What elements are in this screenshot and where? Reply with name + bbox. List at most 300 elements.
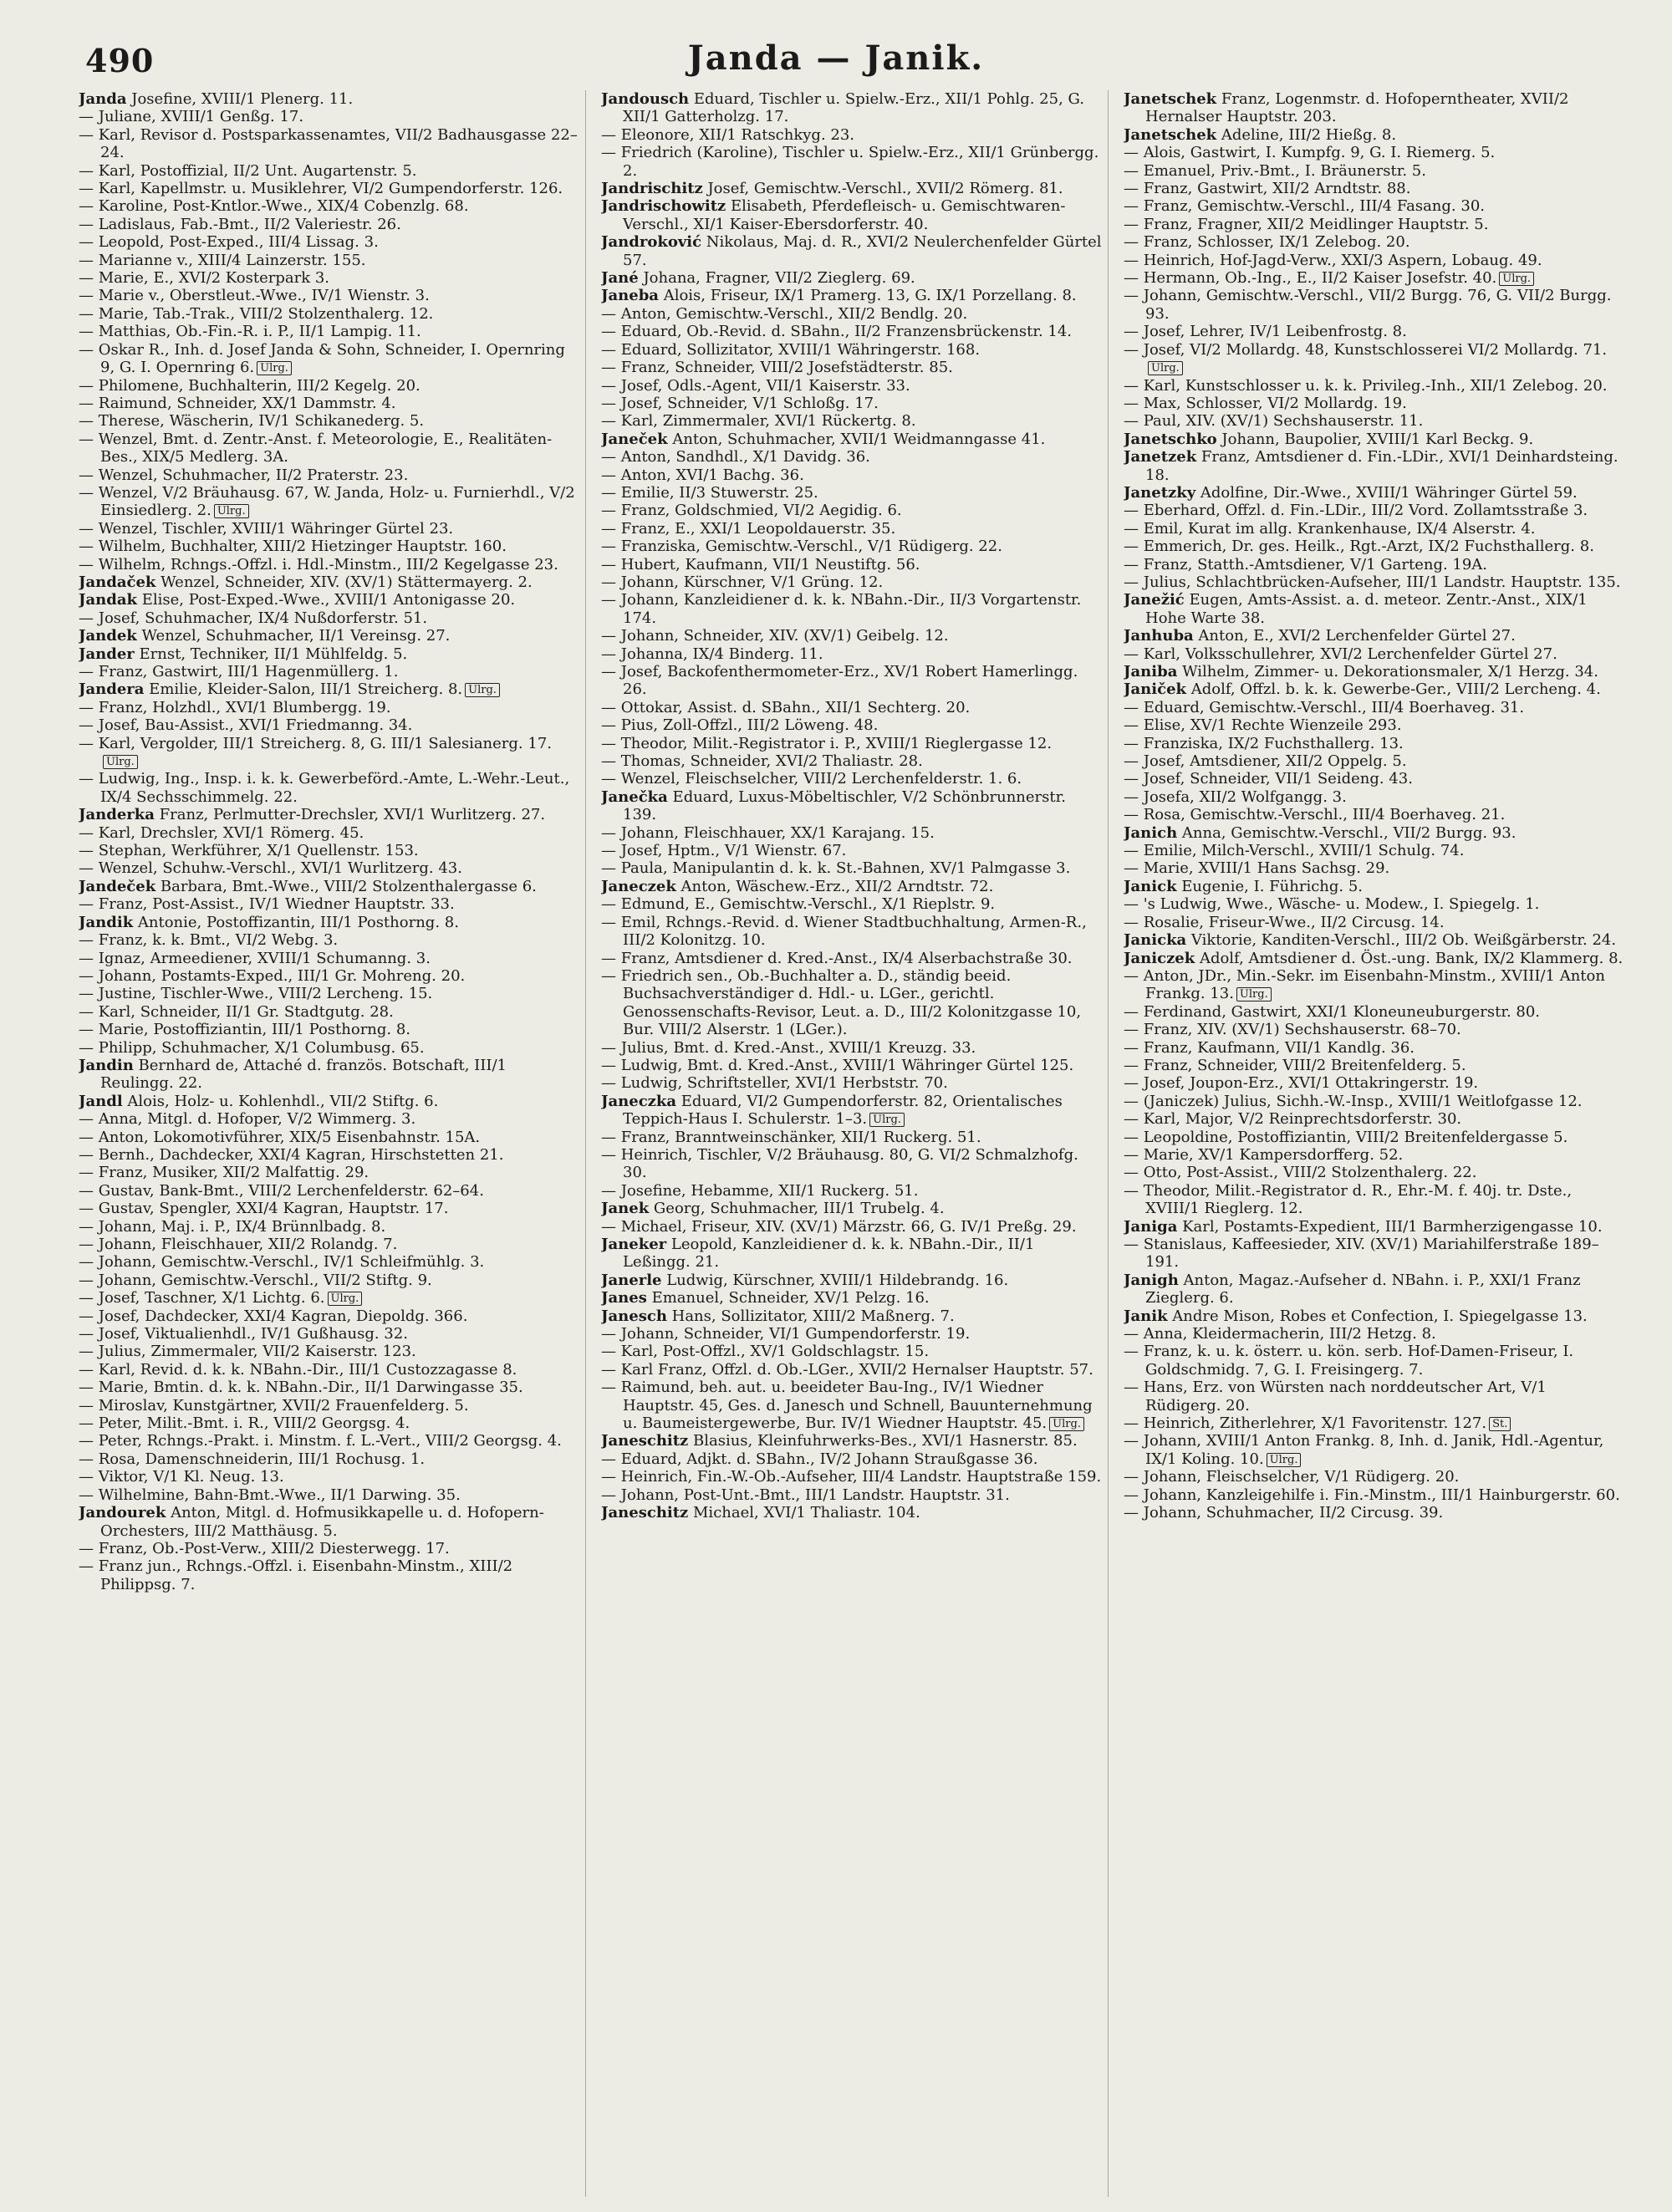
directory-entry <box>601 752 1103 770</box>
entry-text: — Marie, XVIII/1 Hans Sachsg. 29. <box>1124 859 1390 878</box>
entry-text: — Josef, Schneider, V/1 Schloßg. 17. <box>601 394 879 412</box>
directory-entry <box>601 90 1103 126</box>
entry-surname: Janežić <box>1124 591 1185 609</box>
directory-entry <box>79 1021 580 1038</box>
directory-entry <box>601 1236 1103 1272</box>
directory-entry <box>79 770 580 806</box>
directory-entry <box>79 699 580 716</box>
directory-entry <box>79 520 580 538</box>
entry-text: — Heinrich, Fin.-W.-Ob.-Aufseher, III/4 Landstr. Hauptstraße 159. <box>601 1468 1102 1486</box>
entry-text: — Marie, XV/1 Kampersdorfferg. 52. <box>1124 1145 1404 1164</box>
directory-entry <box>601 1182 1103 1200</box>
directory-entry <box>79 1057 580 1093</box>
entry-text: — Emanuel, Priv.-Bmt., I. Bräunerstr. 5. <box>1124 161 1426 180</box>
entry-surname: Janetschko <box>1124 430 1217 448</box>
entry-badge: Ulrg. <box>214 504 249 518</box>
directory-entry <box>601 180 1103 197</box>
directory-entry <box>1124 556 1625 573</box>
entry-text: — Franz, Gastwirt, XII/2 Arndtstr. 88. <box>1124 180 1411 198</box>
directory-entry <box>1124 645 1625 663</box>
entry-text: — Karoline, Post-Kntlor.-Wwe., XIX/4 Cobenzlg. 68. <box>79 197 469 216</box>
directory-entry <box>1124 735 1625 752</box>
directory-entry <box>601 573 1103 591</box>
entry-text: — Therese, Wäscherin, IV/1 Schikanederg. 5. <box>79 412 425 431</box>
entry-text: — Leopoldine, Postoffiziantin, VIII/2 Breitenfeldergasse 5. <box>1124 1128 1568 1146</box>
entry-text: — Stephan, Werkführer, X/1 Quellenstr. 153. <box>79 842 419 860</box>
entry-text: Adolf, Amtsdiener d. Öst.-ung. Bank, IX/2 Klammerg. 8. <box>1195 949 1624 967</box>
column-3 <box>1124 90 1630 2197</box>
directory-entry <box>79 180 580 197</box>
entry-text: — Matthias, Ob.-Fin.-R. i. P., II/1 Lampig. 11. <box>79 323 421 341</box>
directory-entry <box>1124 1432 1625 1468</box>
entry-text: — Franz, E., XXI/1 Leopoldauerstr. 35. <box>601 519 896 538</box>
directory-entry <box>79 985 580 1002</box>
entry-surname: Janiba <box>1124 663 1178 680</box>
entry-text: — Julius, Zimmermaler, VII/2 Kaiserstr. 123. <box>79 1343 416 1361</box>
directory-entry <box>601 770 1103 787</box>
entry-text: — Karl, Revid. d. k. k. NBahn.-Dir., III/1 Custozzagasse 8. <box>79 1360 517 1379</box>
entry-text: Alois, Holz- u. Kohlenhdl., VII/2 Stiftg. 6. <box>122 1092 439 1110</box>
entry-text: — Friedrich sen., Ob.-Buchhalter a. D., ständig beeid. Buchsachverständiger d. Hdl.- u. LGer., gerichtl. Genossenschafts-Revisor, Leut. a. D., III/2 Kolonitzgasse 10, Bur. VIII/2 Alserstr. 1 (LGer.). <box>601 966 1082 1039</box>
entry-text: — Juliane, XVIII/1 Genßg. 17. <box>79 108 304 126</box>
entry-text: — Anton, XVI/1 Bachg. 36. <box>601 466 804 484</box>
entry-surname: Jandourek <box>79 1504 166 1522</box>
directory-entry <box>601 538 1103 555</box>
entry-text: — Josef, Amtsdiener, XII/2 Oppelg. 5. <box>1124 752 1407 771</box>
entry-surname: Jandrischitz <box>601 180 703 198</box>
entry-text: — Franz, Holzhdl., XVI/1 Blumbergg. 19. <box>79 698 391 716</box>
entry-text: — Johann, Schuhmacher, II/2 Circusg. 39. <box>1124 1504 1444 1522</box>
entry-text: — Karl, Post-Offzl., XV/1 Goldschlagstr. 15. <box>601 1343 930 1361</box>
entry-text: Bernhard de, Attaché d. französ. Botschaft, III/1 Reulingg. 22. <box>100 1056 507 1093</box>
entry-text: — Leopold, Post-Exped., III/4 Lissag. 3. <box>79 233 379 252</box>
entry-text: Leopold, Kanzleidiener d. k. k. NBahn.-Dir., II/1 Leßingg. 21. <box>623 1236 1035 1272</box>
entry-text: — Johann, Fleischselcher, V/1 Rüdigerg. 20. <box>1124 1468 1460 1486</box>
directory-entry <box>601 735 1103 752</box>
entry-text: — Wilhelm, Rchngs.-Offzl. i. Hdl.-Minstm., III/2 Kegelgasse 23. <box>79 555 558 573</box>
entry-surname: Janeba <box>601 287 659 305</box>
entry-text: — Eberhard, Offzl. d. Fin.-LDir., III/2 Vord. Zollamtsstraße 3. <box>1124 502 1588 520</box>
directory-entry <box>1124 914 1625 931</box>
directory-entry <box>1124 752 1625 770</box>
entry-text: — Gustav, Spengler, XXI/4 Kagran, Hauptstr. 17. <box>79 1200 449 1218</box>
entry-text: — Josefine, Hebamme, XII/1 Ruckerg. 51. <box>601 1181 919 1200</box>
directory-entry <box>79 1003 580 1021</box>
directory-entry <box>79 341 580 377</box>
directory-entry <box>1124 395 1625 412</box>
directory-entry <box>601 663 1103 699</box>
directory-entry <box>1124 252 1625 269</box>
entry-surname: Janda <box>79 90 127 108</box>
entry-text: — Bernh., Dachdecker, XXI/4 Kagran, Hirschstetten 21. <box>79 1145 504 1164</box>
entry-text: — Julius, Schlachtbrücken-Aufseher, III/1 Landstr. Hauptstr. 135. <box>1124 573 1621 591</box>
entry-text: — Karl, Schneider, II/1 Gr. Stadtgutg. 28. <box>79 1002 394 1021</box>
entry-text: — Thomas, Schneider, XVI/2 Thaliastr. 28. <box>601 752 923 771</box>
entry-surname: Janiczek <box>1124 949 1195 967</box>
directory-entry <box>601 305 1103 323</box>
directory-entry <box>79 162 580 180</box>
directory-entry <box>79 1557 580 1593</box>
directory-entry <box>1124 824 1625 842</box>
directory-entry <box>601 591 1103 627</box>
entry-surname: Janetzek <box>1124 448 1197 466</box>
directory-entry <box>1124 1146 1625 1164</box>
directory-entry <box>601 967 1103 1039</box>
directory-entry <box>601 842 1103 859</box>
entry-text: — Karl, Kunstschlosser u. k. k. Privileg.-Inh., XII/1 Zelebog. 20. <box>1124 376 1608 395</box>
directory-entry <box>601 126 1103 144</box>
directory-entry <box>1124 1504 1625 1521</box>
entry-text: — Franziska, IX/2 Fuchsthallerg. 13. <box>1124 734 1404 752</box>
directory-entry <box>79 108 580 125</box>
directory-entry <box>1124 377 1625 395</box>
directory-entry <box>601 895 1103 913</box>
entry-text: Wilhelm, Zimmer- u. Dekorationsmaler, X/1 Herzg. 34. <box>1177 663 1598 680</box>
entry-text: — Franz, Musiker, XII/2 Malfattig. 29. <box>79 1164 370 1182</box>
directory-entry <box>1124 1164 1625 1181</box>
directory-entry <box>601 1432 1103 1450</box>
directory-entry <box>1124 716 1625 734</box>
entry-text: — Rosalie, Friseur-Wwe., II/2 Circusg. 14. <box>1124 913 1445 931</box>
entry-text: — Franz jun., Rchngs.-Offzl. i. Eisenbahn-Minstm., XIII/2 Philippsg. 7. <box>79 1557 513 1593</box>
entry-text: Franz, Perlmutter-Drechsler, XVI/1 Wurlitzerg. 27. <box>154 806 546 824</box>
entry-text: — Josef, Dachdecker, XXI/4 Kagran, Diepoldg. 366. <box>79 1307 468 1325</box>
directory-entry <box>1124 341 1625 377</box>
entry-surname: Janes <box>601 1289 647 1307</box>
directory-entry <box>79 1504 580 1540</box>
column-1 <box>79 90 586 2197</box>
entry-surname: Jandl <box>79 1092 123 1110</box>
directory-entry <box>1124 431 1625 448</box>
entry-text: Adolf, Offzl. b. k. k. Gewerbe-Ger., VIII/2 Lercheng. 4. <box>1186 680 1601 699</box>
entry-text: — Josef, Taschner, X/1 Lichtg. 6. <box>79 1289 325 1307</box>
entry-text: Ernst, Techniker, II/1 Mühlfeldg. 5. <box>134 645 408 663</box>
directory-entry <box>601 699 1103 716</box>
entry-text: — Johann, Schneider, XIV. (XV/1) Geibelg. 12. <box>601 627 949 645</box>
directory-entry <box>79 1164 580 1181</box>
directory-entry <box>1124 197 1625 215</box>
directory-entry <box>79 1039 580 1057</box>
directory-entry <box>601 716 1103 734</box>
directory-entry <box>601 502 1103 519</box>
entry-text: — Emilie, Milch-Verschl., XVIII/1 Schulg. 74. <box>1124 842 1465 860</box>
directory-entry <box>79 538 580 555</box>
directory-entry <box>79 377 580 395</box>
entry-surname: Jandaček <box>79 573 156 591</box>
directory-entry <box>1124 878 1625 895</box>
entry-text: Adolfine, Dir.-Wwe., XVIII/1 Währinger Gürtel 59. <box>1195 483 1578 502</box>
entry-text: Viktorie, Kanditen-Verschl., III/2 Ob. Weißgärberstr. 24. <box>1186 931 1617 950</box>
entry-text: — Karl, Postoffizial, II/2 Unt. Augartenstr. 5. <box>79 161 417 180</box>
entry-surname: Janich <box>1124 823 1178 842</box>
directory-entry <box>1124 538 1625 555</box>
entry-text: — Emil, Kurat im allg. Krankenhause, IX/4 Alserstr. 4. <box>1124 519 1536 538</box>
entry-text: — Hans, Erz. von Würsten nach norddeutscher Art, V/1 Rüdigerg. 20. <box>1124 1379 1547 1414</box>
entry-text: Nikolaus, Maj. d. R., XVI/2 Neulerchenfelder Gürtel 57. <box>623 233 1102 269</box>
directory-entry <box>601 377 1103 395</box>
entry-text: Barbara, Bmt.-Wwe., VIII/2 Stolzenthalergasse 6. <box>155 877 537 895</box>
entry-surname: Janik <box>1124 1307 1168 1325</box>
directory-entry <box>601 233 1103 269</box>
entry-surname: Janicka <box>1124 931 1187 950</box>
entry-text: — Ottokar, Assist. d. SBahn., XII/1 Sechterg. 20. <box>601 698 971 716</box>
directory-entry <box>1124 90 1625 126</box>
entry-text: — Gustav, Bank-Bmt., VIII/2 Lerchenfelderstr. 62–64. <box>79 1181 484 1200</box>
directory-entry <box>79 323 580 340</box>
directory-entry <box>601 1450 1103 1468</box>
entry-text: Elise, Post-Exped.-Wwe., XVIII/1 Antonigasse 20. <box>137 591 516 609</box>
entry-surname: Jandousch <box>601 90 690 108</box>
directory-entry <box>601 1093 1103 1129</box>
entry-text: — Marianne v., XIII/4 Lainzerstr. 155. <box>79 251 366 269</box>
directory-entry <box>79 216 580 233</box>
directory-entry <box>1124 412 1625 430</box>
directory-entry <box>601 878 1103 895</box>
entry-text: — Johann, Schneider, VI/1 Gumpendorferstr. 19. <box>601 1325 971 1343</box>
entry-text: — Wenzel, Fleischselcher, VIII/2 Lerchenfelderstr. 1. 6. <box>601 770 1022 788</box>
directory-entry <box>601 556 1103 573</box>
directory-entry <box>79 197 580 215</box>
entry-text: — Karl Franz, Offzl. d. Ob.-LGer., XVII/2 Hernalser Hauptstr. 57. <box>601 1360 1093 1379</box>
directory-entry <box>79 806 580 823</box>
entry-text: Anton, Schuhmacher, XVII/1 Weidmanngasse 41. <box>667 430 1046 448</box>
entry-text: — Marie, E., XVI/2 Kosterpark 3. <box>79 269 329 288</box>
directory-entry <box>79 716 580 734</box>
directory-entry <box>1124 162 1625 180</box>
directory-entry <box>79 1486 580 1504</box>
entry-text: Emilie, Kleider-Salon, III/1 Streicherg. 8. <box>144 680 463 699</box>
entry-text: — Josef, Joupon-Erz., XVI/1 Ottakringerstr. 19. <box>1124 1074 1479 1093</box>
entry-text: Anna, Gemischtw.-Verschl., VII/2 Burgg. 93. <box>1177 823 1517 842</box>
entry-text: — Wenzel, V/2 Bräuhausg. 67, W. Janda, Holz- u. Furnierhdl., V/2 Einsiedlerg. 2. <box>79 483 575 520</box>
directory-entry <box>79 1146 580 1164</box>
entry-text: — Josef, Lehrer, IV/1 Leibenfrostg. 8. <box>1124 323 1407 341</box>
directory-entry <box>79 842 580 859</box>
entry-badge: Ulrg. <box>1049 1417 1084 1431</box>
entry-text: — Eduard, Gemischtw.-Verschl., III/4 Boerhaveg. 31. <box>1124 698 1525 716</box>
directory-entry <box>79 895 580 913</box>
directory-entry <box>1124 126 1625 144</box>
directory-entry <box>79 914 580 931</box>
page-header <box>42 35 1630 94</box>
directory-entry <box>79 1540 580 1557</box>
entry-text: — Eduard, Sollizitator, XVIII/1 Währingerstr. 168. <box>601 340 981 359</box>
entry-text: — Eleonore, XII/1 Ratschkyg. 23. <box>601 125 855 144</box>
directory-entry <box>1124 1414 1625 1432</box>
entry-text: — Karl, Drechsler, XVI/1 Römerg. 45. <box>79 823 364 842</box>
page-number: 490 <box>85 42 155 79</box>
directory-entry <box>1124 859 1625 877</box>
directory-entry <box>1124 591 1625 627</box>
entry-text: — Raimund, beh. aut. u. beeideter Bau-Ing., IV/1 Wiedner Hauptstr. 45, Ges. d. Janesch und Schnell, Bauunternehmung u. Baumeistergewerbe, Bur. IV/1 Wiedner Hauptstr. 45. <box>601 1379 1093 1433</box>
entry-text: Franz, Logenmstr. d. Hofoperntheater, XVII/2 Hernalser Hauptstr. 203. <box>1145 90 1569 126</box>
entry-text: — Anton, Lokomotivführer, XIX/5 Eisenbahnstr. 15A. <box>79 1128 481 1146</box>
directory-entry <box>601 359 1103 376</box>
entry-text: — Wenzel, Schuhmacher, II/2 Praterstr. 23. <box>79 466 409 484</box>
entry-text: — Franz, Schneider, VIII/2 Breitenfelderg. 5. <box>1124 1056 1466 1074</box>
directory-entry <box>601 1057 1103 1074</box>
entry-text: — Otto, Post-Assist., VIII/2 Stolzenthalerg. 22. <box>1124 1164 1477 1182</box>
directory-entry <box>601 1468 1103 1486</box>
directory-entry <box>601 1146 1103 1182</box>
entry-text: — Franz, Schlosser, IX/1 Zelebog. 20. <box>1124 233 1410 252</box>
directory-entry <box>79 735 580 771</box>
entry-text: Anton, E., XVI/2 Lerchenfelder Gürtel 27. <box>1193 627 1516 645</box>
directory-entry <box>1124 1039 1625 1057</box>
entry-text: — Anna, Mitgl. d. Hofoper, V/2 Wimmerg. 3. <box>79 1110 416 1129</box>
entry-surname: Jander <box>79 645 135 663</box>
entry-text: Antonie, Postoffizantin, III/1 Posthorng. 8. <box>133 913 459 931</box>
entry-text: — Viktor, V/1 Kl. Neug. 13. <box>79 1468 284 1486</box>
entry-text: — Anton, JDr., Min.-Sekr. im Eisenbahn-Minstm., XVIII/1 Anton Frankg. 13. <box>1124 966 1605 1003</box>
directory-entry <box>1124 842 1625 859</box>
directory-entry <box>1124 1182 1625 1218</box>
entry-text: — Anton, Gemischtw.-Verschl., XII/2 Bendlg. 20. <box>601 304 968 323</box>
entry-surname: Janeček <box>601 430 668 448</box>
entry-text: — Franz, XIV. (XV/1) Sechshauserstr. 68–70. <box>1124 1021 1461 1039</box>
entry-text: — Stanislaus, Kaffeesieder, XIV. (XV/1) Mariahilferstraße 189–191. <box>1124 1236 1599 1272</box>
directory-entry <box>1124 627 1625 645</box>
entry-text: — Franz, Fragner, XII/2 Meidlinger Hauptstr. 5. <box>1124 215 1489 233</box>
entry-text: — Johann, Kanzleidiener d. k. k. NBahn.-Dir., II/3 Vorgartenstr. 174. <box>601 591 1082 627</box>
directory-entry <box>1124 699 1625 716</box>
directory-entry <box>1124 216 1625 233</box>
entry-text: — Karl, Major, V/2 Reinprechtsdorferstr. 30. <box>1124 1110 1462 1129</box>
entry-text: Karl, Postamts-Expedient, III/1 Barmherzigengasse 10. <box>1177 1217 1603 1236</box>
directory-entry <box>601 1379 1103 1432</box>
directory-entry <box>1124 1343 1625 1379</box>
entry-text: — Karl, Vergolder, III/1 Streicherg. 8, G. III/1 Salesianerg. 17. <box>79 734 552 752</box>
entry-badge: Ulrg. <box>328 1292 363 1306</box>
entry-surname: Jandik <box>79 913 134 931</box>
entry-badge: Ulrg. <box>103 755 138 769</box>
directory-entry <box>1124 967 1625 1003</box>
directory-entry <box>79 1110 580 1128</box>
entry-text: — Josef, Viktualienhdl., IV/1 Gußhausg. 32. <box>79 1325 408 1343</box>
directory-entry <box>79 412 580 430</box>
entry-text: — Johann, Kürschner, V/1 Grüng. 12. <box>601 573 884 591</box>
directory-entry <box>1124 1272 1625 1307</box>
directory-entry <box>601 1325 1103 1343</box>
entry-text: — Franz, Gastwirt, III/1 Hagenmüllerg. 1. <box>79 663 399 680</box>
entry-text: Alois, Friseur, IX/1 Pramerg. 13, G. IX/1 Porzellang. 8. <box>658 287 1077 305</box>
entry-text: — Heinrich, Hof-Jagd-Verw., XXI/3 Aspern, Lobaug. 49. <box>1124 251 1542 269</box>
directory-entry <box>601 1039 1103 1057</box>
entry-text: — Franz, Schneider, VIII/2 Josefstädterstr. 85. <box>601 359 953 377</box>
directory-entry <box>79 1307 580 1325</box>
entry-surname: Janderka <box>79 806 155 824</box>
entry-text: — Josefa, XII/2 Wolfgangg. 3. <box>1124 787 1347 806</box>
directory-entry <box>601 431 1103 448</box>
directory-entry <box>79 126 580 162</box>
entry-text: — Julius, Bmt. d. Kred.-Anst., XVIII/1 Kreuzg. 33. <box>601 1038 976 1057</box>
entry-text: — Hermann, Ob.-Ing., E., II/2 Kaiser Josefstr. 40. <box>1124 269 1497 288</box>
directory-entry <box>79 1325 580 1343</box>
entry-text: — Karl, Volksschullehrer, XVI/2 Lerchenfelder Gürtel 27. <box>1124 645 1557 663</box>
entry-text: Franz, Amtsdiener d. Fin.-LDir., XVI/1 Deinhardsteing. 18. <box>1145 448 1618 484</box>
entry-text: — Justine, Tischler-Wwe., VIII/2 Lercheng. 15. <box>79 985 433 1003</box>
directory-entry <box>1124 448 1625 484</box>
entry-text: — Franz, Post-Assist., IV/1 Wiedner Hauptstr. 33. <box>79 895 455 914</box>
entry-text: — Max, Schlosser, VI/2 Mollardg. 19. <box>1124 394 1407 412</box>
directory-entry <box>79 1272 580 1289</box>
directory-entry <box>79 431 580 466</box>
directory-entry <box>79 1450 580 1468</box>
directory-entry <box>601 824 1103 842</box>
directory-entry <box>79 556 580 573</box>
directory-entry <box>1124 1486 1625 1504</box>
entry-text: — Ferdinand, Gastwirt, XXI/1 Kloneuneuburgerstr. 80. <box>1124 1002 1541 1021</box>
directory-entry <box>79 252 580 269</box>
entry-text: Anton, Magaz.-Aufseher d. NBahn. i. P., XXI/1 Franz Zieglerg. 6. <box>1145 1271 1581 1307</box>
directory-entry <box>1124 1110 1625 1128</box>
directory-entry <box>1124 1074 1625 1092</box>
directory-entry <box>79 1379 580 1396</box>
directory-entry <box>79 967 580 985</box>
entry-text: — Ludwig, Ing., Insp. i. k. k. Gewerbeförd.-Amte, L.-Wehr.-Leut., IX/4 Sechsschimmelg. 22. <box>79 770 570 806</box>
entry-text: Eugenie, I. Führichg. 5. <box>1176 877 1364 895</box>
directory-entry <box>601 1361 1103 1379</box>
entry-text: Johana, Fragner, VII/2 Zieglerg. 69. <box>638 269 915 288</box>
directory-entry <box>79 573 580 591</box>
entry-text: — Johann, Maj. i. P., IX/4 Brünnlbadg. 8. <box>79 1217 386 1236</box>
directory-entry <box>1124 1468 1625 1486</box>
entry-text: Eduard, Tischler u. Spielw.-Erz., XII/1 Pohlg. 25, G. XII/1 Gatterholzg. 17. <box>623 90 1084 126</box>
entry-text: — Wenzel, Tischler, XVIII/1 Währinger Gürtel 23. <box>79 519 454 538</box>
entry-surname: Janetschek <box>1124 90 1217 108</box>
running-title: Janda — Janik. <box>687 38 985 78</box>
entry-text: — Johann, XVIII/1 Anton Frankg. 8, Inh. d. Janik, Hdl.-Agentur, IX/1 Koling. 10. <box>1124 1432 1604 1468</box>
entry-text: Georg, Schuhmacher, III/1 Trubelg. 4. <box>649 1200 945 1218</box>
directory-entry <box>1124 1236 1625 1272</box>
column-2 <box>601 90 1109 2197</box>
entry-text: Wenzel, Schuhmacher, II/1 Vereinsg. 27. <box>136 627 451 645</box>
directory-entry <box>1124 950 1625 967</box>
directory-entry <box>601 412 1103 430</box>
directory-entry <box>1124 1325 1625 1343</box>
entry-text: — Elise, XV/1 Rechte Wienzeile 293. <box>1124 716 1402 735</box>
entry-text: Adeline, III/2 Hießg. 8. <box>1216 125 1397 144</box>
directory-entry <box>79 859 580 877</box>
directory-entry <box>1124 144 1625 161</box>
entry-surname: Jandeček <box>79 877 156 895</box>
columns <box>79 90 1630 2197</box>
entry-surname: Janiček <box>1124 680 1186 699</box>
entry-surname: Janetschek <box>1124 125 1217 144</box>
entry-text: — Miroslav, Kunstgärtner, XVII/2 Frauenfelderg. 5. <box>79 1396 469 1414</box>
directory-entry <box>1124 1218 1625 1236</box>
directory-entry <box>601 287 1103 304</box>
directory-entry <box>1124 680 1625 698</box>
directory-entry <box>601 1289 1103 1307</box>
entry-text: — Emilie, II/3 Stuwerstr. 25. <box>601 483 818 502</box>
directory-entry <box>79 395 580 412</box>
directory-entry <box>601 341 1103 359</box>
directory-entry <box>601 144 1103 180</box>
entry-text: — Franz, Goldschmied, VI/2 Aegidig. 6. <box>601 502 902 520</box>
directory-entry <box>1124 1021 1625 1038</box>
entry-text: — Theodor, Milit.-Registrator i. P., XVIII/1 Rieglergasse 12. <box>601 734 1053 752</box>
directory-entry <box>601 1486 1103 1504</box>
directory-entry <box>79 878 580 895</box>
directory-entry <box>79 1343 580 1360</box>
directory-entry <box>79 950 580 967</box>
entry-badge: Ulrg. <box>465 683 500 697</box>
directory-entry <box>1124 931 1625 949</box>
entry-text: — Philipp, Schuhmacher, X/1 Columbusg. 65. <box>79 1038 425 1057</box>
entry-text: — Franz, Gemischtw.-Verschl., III/4 Fasang. 30. <box>1124 197 1485 216</box>
directory-entry <box>79 269 580 287</box>
